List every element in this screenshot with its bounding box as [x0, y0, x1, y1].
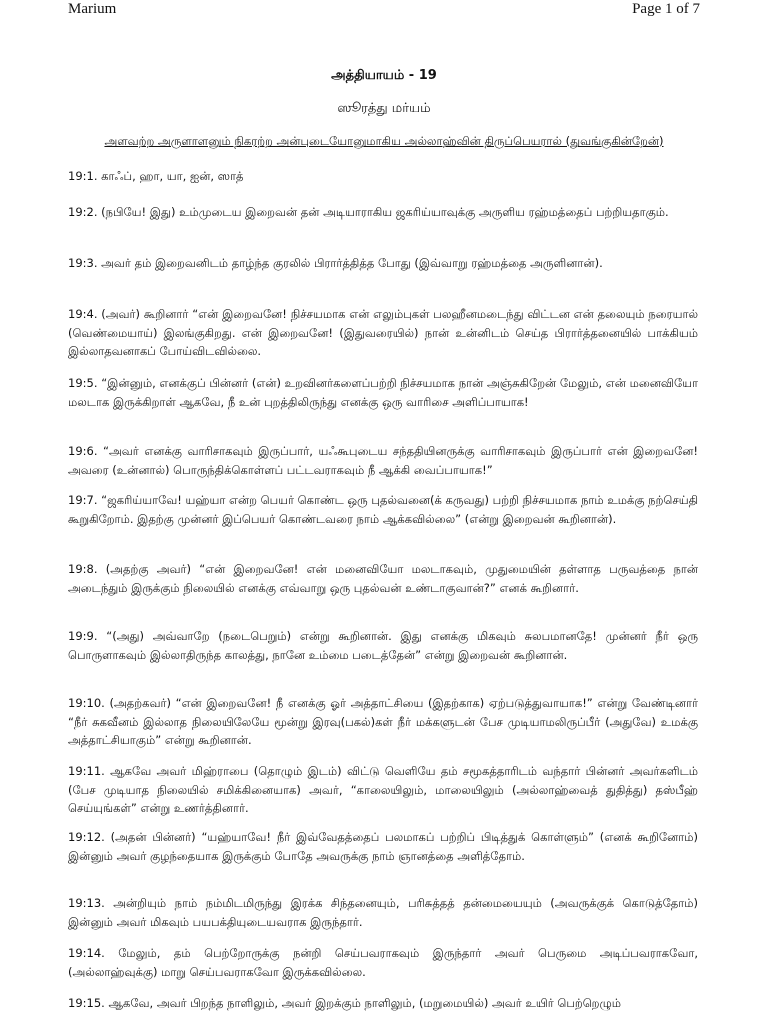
verse-4 — [68, 305, 698, 361]
verse-text: ஆகவே, அவர் பிறந்த நாளிலும், அவர் இறக்கும் நாளிலும், (மறுமையில்) அவர் உயிர் பெற்றெழும் — [108, 996, 622, 1010]
verse-number: 19:10. — [68, 696, 105, 710]
verse-text: (அதற்கவர்) “என் இறைவனே! நீ எனக்கு ஓர் அத்தாட்சியை (இதற்காக) ஏற்படுத்துவாயாக!” என்று வேண்டினார் “நீர் சுகவீனம் இல்லாத நிலையிலேயே மூன்று இரவு(பகல்)கள் நீர் மக்களுடன் பேச முடியாமலிருப்பீர் (அதுவே) உமக்கு அத்தாட்சியாகும்” என்று கூறினான். — [68, 696, 699, 747]
verse-number: 19:12. — [68, 830, 105, 844]
verse-number: 19:11. — [68, 764, 105, 778]
verse-number: 19:2. — [68, 205, 98, 219]
verse-13 — [68, 894, 698, 931]
verse-3 — [68, 254, 698, 273]
verse-number: 19:1. — [68, 169, 98, 183]
verse-text: “(அது) அவ்வாறே (நடைபெறும்) என்று கூறினான். இது எனக்கு மிகவும் சுலபமானதே! முன்னர் நீர் ஒரு பொருளாகவும் இல்லாதிருந்த காலத்து, நானே உம்மை படைத்தேன்” என்று இறைவன் கூறினான். — [68, 629, 698, 662]
verse-15 — [68, 994, 698, 1013]
surah-title: ஸூரத்து மர்யம் — [337, 101, 431, 116]
verse-11 — [68, 762, 698, 818]
verse-number: 19:9. — [68, 629, 98, 643]
chapter-title: அத்தியாயம் - 19 — [331, 68, 437, 83]
verse-6 — [68, 442, 698, 479]
verse-number: 19:4. — [68, 307, 98, 321]
bismillah-line: அளவற்ற அருளாளனும் நிகரற்ற அன்புடையோனுமாகிய அல்லாஹ்வின் திருப்பெயரால் (துவங்குகின்றேன்) — [104, 134, 664, 148]
verse-number: 19:8. — [68, 562, 98, 576]
verse-number: 19:7. — [68, 493, 98, 507]
verse-5 — [68, 374, 698, 411]
verse-text: ஆகவே அவர் மிஹ்ராபை (தொழும் இடம்) விட்டு வெளியே தம் சமூகத்தாரிடம் வந்தார் பின்னர் அவர்களிடம் (பேச முடியாத நிலையில் சமிக்கினையாக) அவர், “காலையிலும், மாலையிலும் (அல்லாஹ்வைத் துதித்து) தஸ்பீஹ் செய்யுங்கள்” என்று உணர்த்தினார். — [68, 764, 698, 815]
verse-text: அன்றியும் நாம் நம்மிடமிருந்து இரக்க சிந்தனையும், பரிசுத்தத் தன்மையையும் (அவருக்குக் கொடுத்தோம்) இன்னும் அவர் மிகவும் பயபக்தியுடையவராக இருந்தார். — [68, 896, 699, 929]
verse-number: 19:14. — [68, 946, 105, 960]
verse-text: (அதன் பின்னர்) “யஹ்யாவே! நீர் இவ்வேதத்தைப் பலமாகப் பற்றிப் பிடித்துக் கொள்ளும்” (எனக் கூறினோம்) இன்னும் அவர் குழந்தையாக இருக்கும் போதே அவருக்கு நாம் ஞானத்தை அளித்தோம். — [68, 830, 698, 863]
verse-text: அவர் தம் இறைவனிடம் தாழ்ந்த குரலில் பிரார்த்தித்த போது (இவ்வாறு ரஹ்மத்தை அருளினான்). — [101, 256, 603, 270]
verse-text: “இன்னும், எனக்குப் பின்னர் (என்) உறவினர்களைப்பற்றி நிச்சயமாக நான் அஞ்சுகிறேன் மேலும், என் மனைவியோ மலடாக இருக்கிறாள் ஆகவே, நீ உன் புறத்திலிருந்து எனக்கு ஒரு வாரிசை அளிப்பாயாக! — [68, 376, 698, 409]
verse-7 — [68, 491, 698, 528]
page-header — [68, 0, 700, 20]
verse-text: (அதற்கு அவர்) “என் இறைவனே! என் மனைவியோ மலடாகவும், முதுமையின் தள்ளாத பருவத்தை நான் அடைந்தும் இருக்கும் நிலையில் எனக்கு எவ்வாறு ஒரு புதல்வன் உண்டாகுவான்?” எனக் கூறினார். — [68, 562, 699, 595]
verse-10 — [68, 694, 698, 750]
document-author: Marium — [68, 1, 117, 17]
verse-2 — [68, 203, 698, 222]
verse-text: (நபியே! இது) உம்முடைய இறைவன் தன் அடியாராகிய ஜகரிய்யாவுக்கு அருளிய ரஹ்மத்தைப் பற்றியதாகும். — [101, 205, 669, 219]
verse-text: காஃப், ஹா, யா, ஐன், ஸாத் — [101, 169, 244, 183]
verse-1 — [68, 167, 698, 186]
verse-number: 19:6. — [68, 444, 98, 458]
verse-number: 19:15. — [68, 996, 105, 1010]
verse-text: “ஜகரிய்யாவே! யஹ்யா என்ற பெயர் கொண்ட ஒரு புதல்வனை(க் கருவது) பற்றி நிச்சயமாக நாம் உமக்கு நற்செய்தி கூறுகிறோம். இதற்கு முன்னர் இப்பெயர் கொண்டவரை நாம் ஆக்கவில்லை” (என்று இறைவன் கூறினான்). — [68, 493, 698, 526]
verse-12 — [68, 828, 698, 865]
verse-number: 19:13. — [68, 896, 105, 910]
verse-text: மேலும், தம் பெற்றோருக்கு நன்றி செய்பவராகவும் இருந்தார் அவர் பெருமை அடிப்பவராகவோ, (அல்லாஹ்வுக்கு) மாறு செய்பவராகவோ இருக்கவில்லை. — [68, 946, 699, 979]
verse-8 — [68, 560, 698, 597]
verse-9 — [68, 627, 698, 664]
verse-number: 19:3. — [68, 256, 98, 270]
verse-number: 19:5. — [68, 376, 98, 390]
page-number: Page 1 of 7 — [632, 1, 700, 17]
verse-14 — [68, 944, 698, 981]
verse-text: “அவர் எனக்கு வாரிசாகவும் இருப்பார், யஃகூபுடைய சந்ததியினருக்கு வாரிசாகவும் இருப்பார் என் இறைவனே! அவரை (உன்னால்) பொருந்திக்கொள்ளப் பட்டவராகவும் நீ ஆக்கி வைப்பாயாக!” — [68, 444, 699, 477]
verse-text: (அவர்) கூறினார் “என் இறைவனே! நிச்சயமாக என் எலும்புகள் பலஹீனமடைந்து விட்டன என் தலையும் நரையால் (வெண்மையாய்) இலங்குகிறது. என் இறைவனே! (இதுவரையில்) நான் உன்னிடம் செய்த பிரார்த்தனையில் பாக்கியம் இல்லாதவனாகப் போய்விடவில்லை. — [68, 307, 699, 358]
